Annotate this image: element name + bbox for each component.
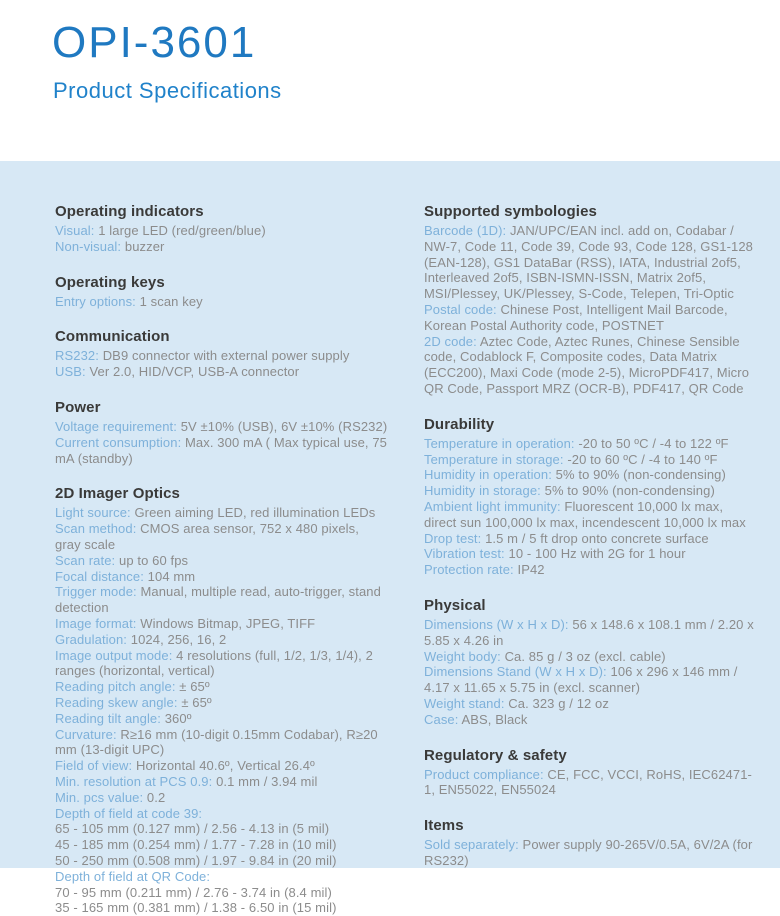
spec-row [424, 837, 757, 869]
spec-section [55, 328, 388, 380]
spec-value: 5% to 90% (non-condensing) [544, 483, 715, 499]
spec-row [55, 616, 388, 632]
spec-label: Temperature in operation: [424, 435, 575, 451]
section-heading: Supported symbologies [424, 203, 597, 220]
spec-row [424, 712, 757, 728]
spec-section [424, 817, 757, 869]
section-heading: Power [55, 398, 101, 416]
spec-row [424, 302, 757, 334]
spec-value: Ver 2.0, HID/VCP, USB-A connector [89, 364, 300, 380]
spec-label: Image output mode: [55, 647, 173, 663]
spec-label: USB: [55, 364, 86, 380]
spec-label: Postal code: [424, 301, 497, 317]
spec-value: Green aiming LED, red illumination LEDs [134, 505, 376, 521]
spec-value: JAN/UPC/EAN incl. add on, Codabar / NW-7, Code 11, Code 39, Code 93, Code 128, GS1-128 (EAN-128), GS1 DataBar (RSS), IATA, Industrial 2of5, Interleaved 2of5, ISBN-ISMN-ISSN, Matrix 2of5, MSI/Plessey, UK/Plessey, S-Code, Telepen, Tri-Optic [424, 223, 753, 302]
spec-row [424, 767, 757, 799]
section-heading: Regulatory & safety [424, 746, 567, 764]
section-heading: Operating indicators [55, 203, 204, 220]
spec-label: Vibration test: [424, 546, 505, 562]
spec-value: Aztec Code, Aztec Runes, Chinese Sensible code, Codablock F, Composite codes, Data Matrix (ECC200), Maxi Code (mode 2-5), MicroPDF417, Micro QR Code, Passport MRZ (OCR-B), PDF417, QR Code [424, 333, 750, 396]
section-heading: Items [424, 817, 464, 835]
spec-label: Scan rate: [55, 552, 116, 568]
spec-value: buzzer [124, 238, 165, 254]
spec-row [55, 790, 388, 806]
spec-label: Focal distance: [55, 568, 144, 584]
spec-label: Light source: [55, 505, 131, 521]
spec-label: Humidity in storage: [424, 483, 541, 499]
spec-label: Scan method: [55, 521, 137, 537]
spec-row [424, 617, 757, 649]
spec-value: -20 to 60 ºC / -4 to 140 ºF [567, 451, 718, 467]
spec-row [424, 664, 757, 696]
spec-value: Power supply 90-265V/0.5A, 6V/2A (for RS232) [424, 837, 753, 868]
spec-value: up to 60 fps [118, 552, 189, 568]
spec-value: 1.5 m / 5 ft drop onto concrete surface [485, 530, 709, 546]
spec-value: 35 - 165 mm (0.381 mm) / 1.38 - 6.50 in (15 mil) [55, 900, 337, 916]
spec-row [424, 452, 757, 468]
spec-section [424, 597, 757, 728]
spec-label: Barcode (1D): [424, 223, 507, 238]
spec-row [55, 711, 388, 727]
spec-section [424, 416, 757, 578]
spec-value: CE, FCC, VCCI, RoHS, IEC62471-1, EN55022, EN55024 [424, 766, 752, 798]
spec-row [55, 364, 388, 380]
spec-label: Entry options: [55, 293, 136, 309]
spec-value: Ca. 85 g / 3 oz (excl. cable) [504, 648, 666, 664]
spec-value: Chinese Post, Intelligent Mail Barcode, Korean Postal Authority code, POSTNET [424, 301, 728, 333]
spec-row [55, 294, 388, 310]
spec-label: Ambient light immunity: [424, 498, 561, 514]
spec-value: -20 to 50 ºC / -4 to 122 ºF [578, 435, 729, 451]
spec-value: CMOS area sensor, 752 x 480 pixels, gray scale [55, 521, 359, 552]
spec-label: Voltage requirement: [55, 418, 177, 434]
section-heading: 2D Imager Optics [55, 485, 180, 503]
spec-row [55, 239, 388, 255]
section-heading: Communication [55, 328, 170, 346]
spec-row [424, 483, 757, 499]
spec-label: Current consumption: [55, 434, 182, 450]
spec-value: R≥16 mm (10-digit 0.15mm Codabar), R≥20 mm (13-digit UPC) [55, 726, 378, 758]
spec-row [55, 869, 388, 885]
spec-label: Sold separately: [424, 837, 519, 853]
spec-value: Fluorescent 10,000 lx max, direct sun 100,000 lx max, incendescent 10,000 lx max [424, 498, 746, 530]
spec-label: Weight body: [424, 648, 501, 664]
spec-row [55, 679, 388, 695]
spec-value: 45 - 185 mm (0.254 mm) / 1.77 - 7.28 in (10 mil) [55, 837, 337, 853]
spec-value: 1 scan key [139, 293, 203, 309]
spec-row [424, 334, 757, 397]
spec-row [55, 569, 388, 585]
spec-label: Trigger mode: [55, 584, 137, 600]
spec-label: Visual: [55, 223, 95, 238]
spec-section [55, 274, 388, 310]
spec-section [55, 203, 388, 255]
spec-section [424, 747, 757, 799]
spec-label: Case: [424, 711, 459, 727]
spec-row [55, 553, 388, 569]
spec-row [424, 562, 757, 578]
spec-row [55, 419, 388, 435]
spec-label: Temperature in storage: [424, 451, 564, 467]
spec-row [424, 436, 757, 452]
spec-row [55, 632, 388, 648]
spec-label: 2D code: [424, 333, 477, 349]
spec-value: 104 mm [147, 568, 196, 584]
spec-row [55, 821, 388, 837]
spec-row [55, 348, 388, 364]
spec-section [424, 203, 757, 397]
page-header [0, 0, 780, 161]
spec-value: 50 - 250 mm (0.508 mm) / 1.97 - 9.84 in (20 mil) [55, 852, 337, 868]
spec-row [55, 885, 388, 901]
spec-value: DB9 connector with external power supply [102, 348, 350, 364]
product-title: OPI-3601 [52, 18, 257, 67]
spec-label: Humidity in operation: [424, 467, 552, 483]
spec-value: Max. 300 mA ( Max typical use, 75 mA (standby) [55, 434, 387, 466]
spec-value: 56 x 148.6 x 108.1 mm / 2.20 x 5.85 x 4.26 in [424, 616, 754, 648]
spec-label: Min. pcs value: [55, 789, 144, 805]
spec-label: Curvature: [55, 726, 117, 742]
spec-value: Windows Bitmap, JPEG, TIFF [140, 615, 316, 631]
spec-value: 70 - 95 mm (0.211 mm) / 2.76 - 3.74 in (8.4 mil) [55, 884, 332, 900]
spec-label: Field of view: [55, 758, 133, 774]
spec-row [424, 223, 757, 302]
spec-value: 0.2 [146, 789, 166, 805]
spec-label: Reading skew angle: [55, 694, 178, 710]
spec-value: 5% to 90% (non-condensing) [555, 467, 726, 483]
spec-row [424, 649, 757, 665]
spec-column-right [424, 203, 757, 868]
spec-label: Reading tilt angle: [55, 710, 161, 726]
spec-row [424, 696, 757, 712]
spec-label: Weight stand: [424, 695, 505, 711]
spec-label: Protection rate: [424, 562, 514, 578]
spec-value: Ca. 323 g / 12 oz [508, 695, 609, 711]
spec-row [55, 648, 388, 680]
spec-row [55, 758, 388, 774]
spec-row [424, 531, 757, 547]
spec-row [55, 727, 388, 759]
spec-label: Min. resolution at PCS 0.9: [55, 773, 213, 789]
spec-value: ABS, Black [461, 711, 528, 727]
spec-row [55, 695, 388, 711]
section-heading: Durability [424, 415, 495, 433]
spec-row [55, 837, 388, 853]
spec-label: Gradulation: [55, 631, 128, 647]
section-heading: Operating keys [55, 273, 165, 291]
spec-column-left [55, 203, 388, 916]
section-heading: Physical [424, 596, 486, 614]
spec-row [55, 774, 388, 790]
spec-label: Dimensions (W x H x D): [424, 616, 569, 632]
spec-value: 0.1 mm / 3.94 mil [216, 773, 318, 789]
spec-section [55, 399, 388, 466]
spec-label: Non-visual: [55, 238, 122, 254]
spec-row [55, 223, 388, 239]
spec-label: Product compliance: [424, 766, 544, 782]
page-subtitle: Product Specifications [53, 78, 282, 104]
spec-value: 360º [164, 710, 192, 726]
spec-value: ± 65º [181, 694, 212, 710]
spec-value: 106 x 296 x 146 mm / 4.17 x 11.65 x 5.75 in (excl. scanner) [424, 664, 738, 696]
spec-row [424, 499, 757, 531]
spec-value: ± 65º [179, 679, 210, 695]
spec-row [55, 505, 388, 521]
spec-section [55, 485, 388, 916]
spec-label: Dimensions Stand (W x H x D): [424, 664, 607, 680]
spec-row [55, 521, 388, 553]
spec-label: RS232: [55, 348, 99, 364]
spec-row [424, 546, 757, 562]
spec-row [55, 806, 388, 822]
spec-row [424, 467, 757, 483]
spec-label: Reading pitch angle: [55, 679, 176, 695]
spec-value: 1024, 256, 16, 2 [130, 631, 227, 647]
spec-label: Image format: [55, 615, 137, 631]
spec-label: Depth of field at code 39: [55, 805, 203, 821]
spec-row [55, 584, 388, 616]
spec-value: Horizontal 40.6º, Vertical 26.4º [135, 758, 315, 774]
spec-label: Drop test: [424, 530, 482, 546]
spec-value: 65 - 105 mm (0.127 mm) / 2.56 - 4.13 in (5 mil) [55, 821, 330, 837]
spec-panel [0, 161, 780, 916]
spec-value: 5V ±10% (USB), 6V ±10% (RS232) [180, 418, 388, 434]
spec-value: IP42 [517, 562, 545, 578]
spec-value: 4 resolutions (full, 1/2, 1/3, 1/4), 2 ranges (horizontal, vertical) [55, 647, 373, 679]
spec-label: Depth of field at QR Code: [55, 868, 211, 884]
spec-value: Manual, multiple read, auto-trigger, stand detection [55, 584, 381, 616]
spec-row [55, 900, 388, 916]
spec-row [55, 435, 388, 467]
spec-row [55, 853, 388, 869]
spec-value: 1 large LED (red/green/blue) [98, 223, 266, 238]
spec-value: 10 - 100 Hz with 2G for 1 hour [508, 546, 686, 562]
